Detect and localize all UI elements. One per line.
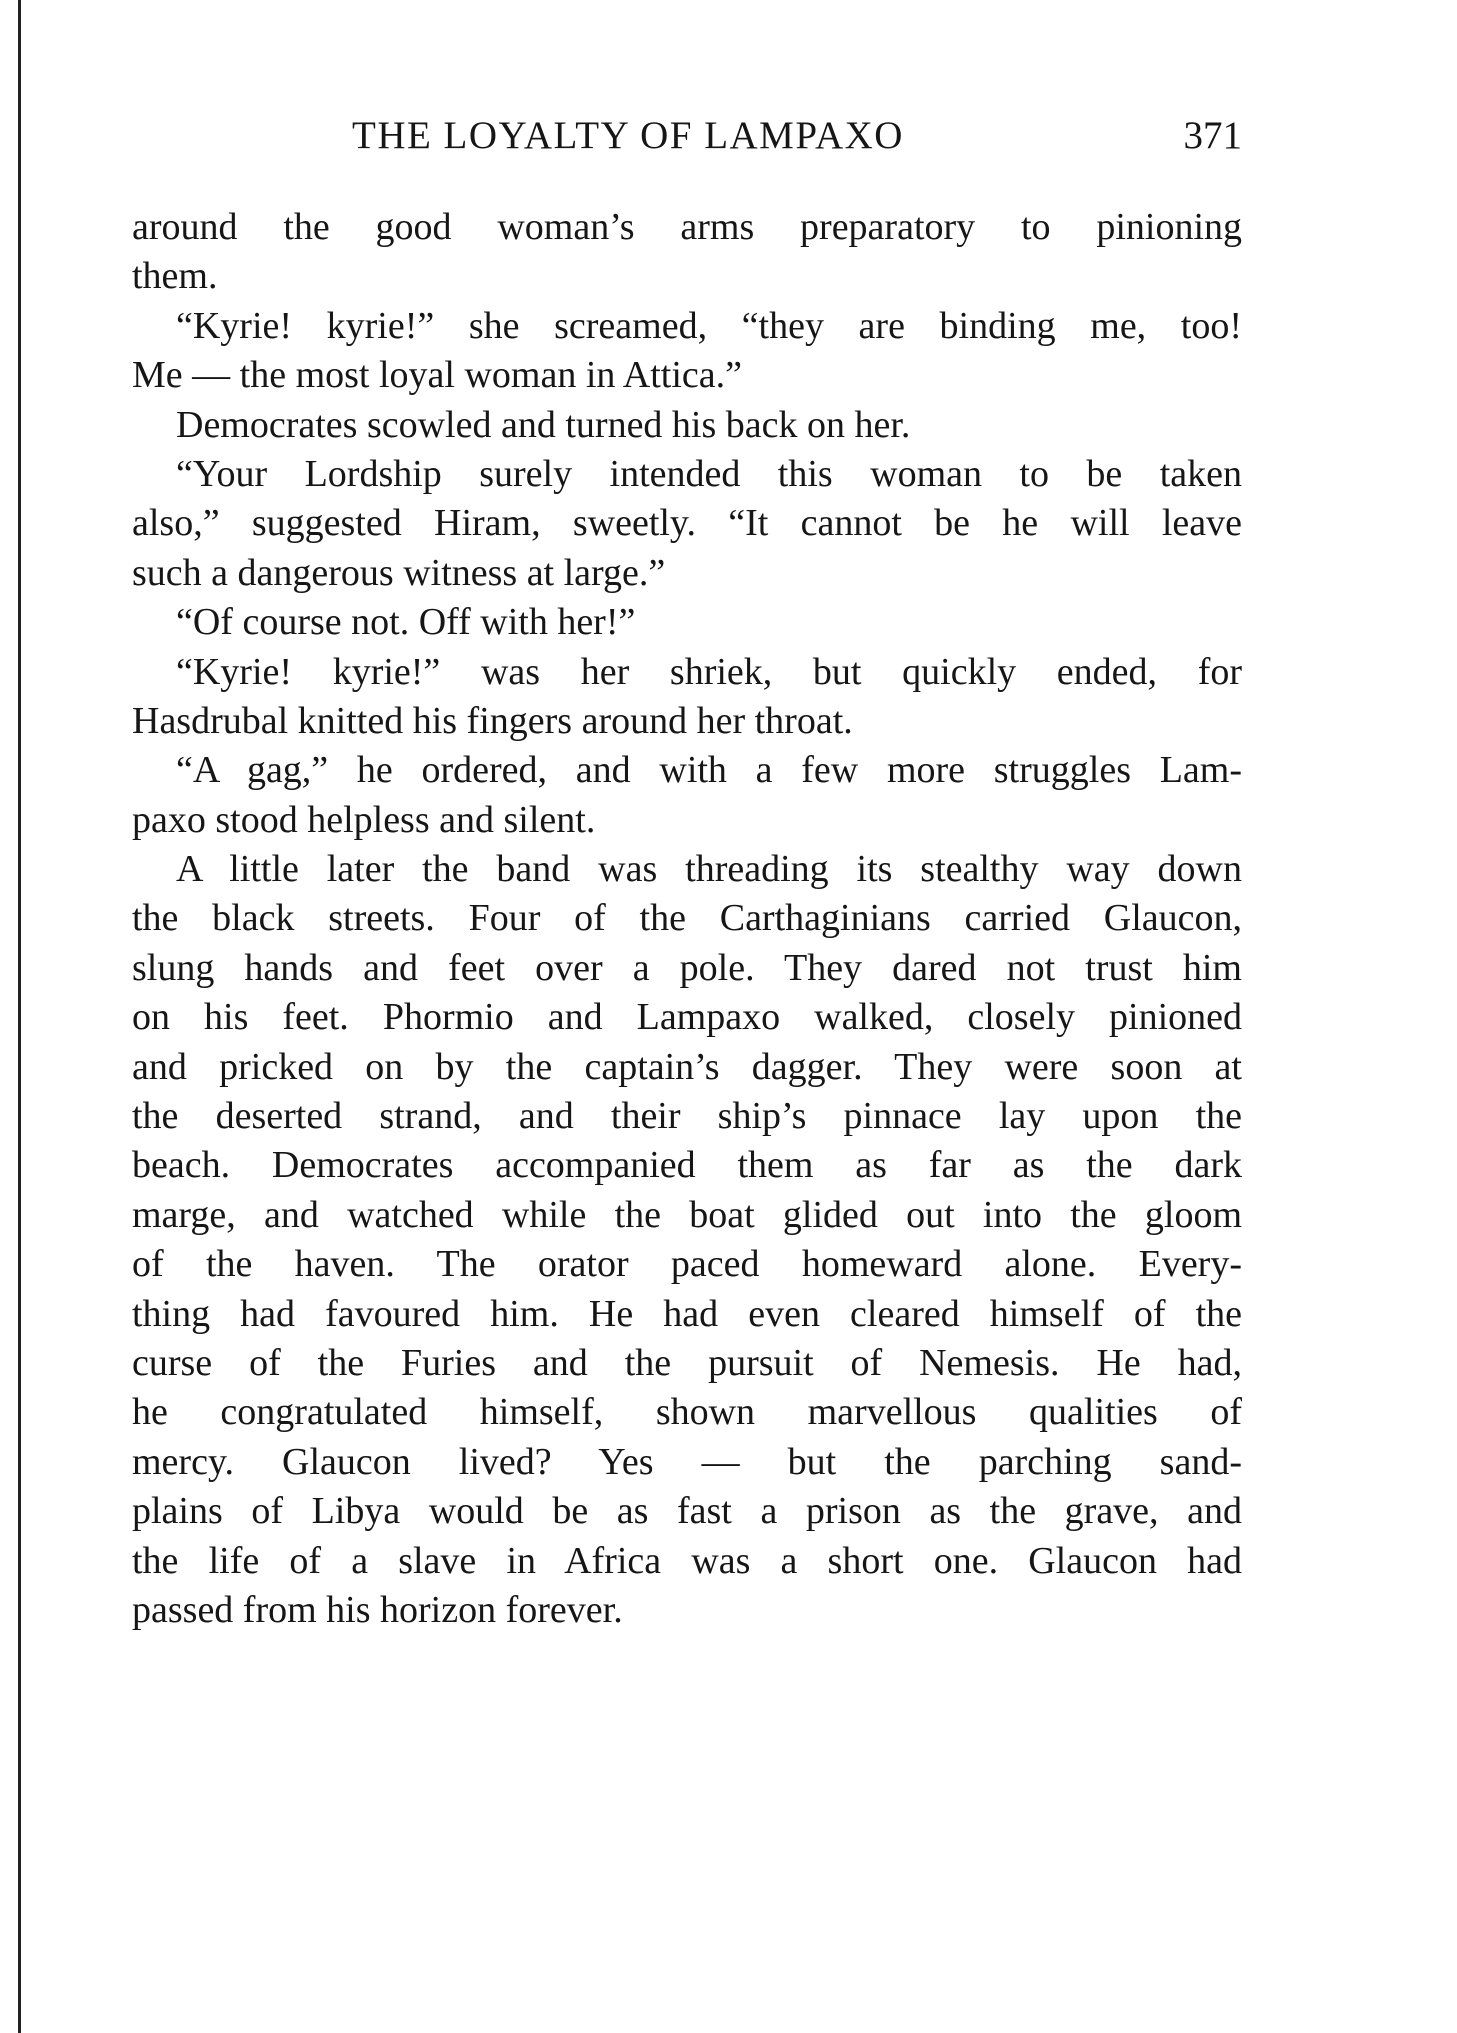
text-line: such a dangerous witness at large.” xyxy=(132,551,666,594)
text-line: them. xyxy=(132,255,218,298)
text-line: the life of a slave in Africa was a short one. Glaucon had xyxy=(132,1539,1242,1582)
page-header xyxy=(132,108,1242,164)
text-line: thing had favoured him. He had even cleared himself of the xyxy=(132,1292,1242,1335)
text-line: Me — the most loyal woman in Attica.” xyxy=(132,354,743,397)
body-text xyxy=(132,203,1242,1635)
text-line: the deserted strand, and their ship’s pinnace lay upon the xyxy=(132,1095,1242,1138)
text-line: “Kyrie! kyrie!” was her shriek, but quickly ended, for xyxy=(176,650,1242,693)
running-title: THE LOYALTY OF LAMPAXO xyxy=(352,114,904,157)
text-line: plains of Libya would be as fast a prison as the grave, and xyxy=(132,1490,1242,1533)
text-line: slung hands and feet over a pole. They dared not trust him xyxy=(132,946,1242,989)
text-line: on his feet. Phormio and Lampaxo walked, closely pinioned xyxy=(132,996,1242,1039)
page-binding-edge xyxy=(18,0,21,2033)
text-line: Democrates scowled and turned his back on her. xyxy=(176,403,911,446)
text-line: “A gag,” he ordered, and with a few more struggles Lam- xyxy=(176,749,1242,792)
text-line: “Of course not. Off with her!” xyxy=(176,601,636,644)
text-line: “Your Lordship surely intended this woman to be taken xyxy=(176,452,1242,495)
text-line: marge, and watched while the boat glided out into the gloom xyxy=(132,1193,1242,1236)
text-line: he congratulated himself, shown marvellous qualities of xyxy=(132,1391,1242,1434)
text-line: the black streets. Four of the Carthaginians carried Glaucon, xyxy=(132,897,1242,940)
text-line: passed from his horizon forever. xyxy=(132,1588,623,1631)
text-line: “Kyrie! kyrie!” she screamed, “they are binding me, too! xyxy=(176,304,1242,347)
text-line: and pricked on by the captain’s dagger. They were soon at xyxy=(132,1045,1242,1088)
page-number: 371 xyxy=(1183,114,1242,157)
text-line: curse of the Furies and the pursuit of Nemesis. He had, xyxy=(132,1341,1242,1384)
text-line: around the good woman’s arms preparatory to pinioning xyxy=(132,206,1242,248)
text-line: paxo stood helpless and silent. xyxy=(132,798,596,841)
text-line: beach. Democrates accompanied them as far as the dark xyxy=(132,1144,1242,1187)
text-line: mercy. Glaucon lived? Yes — but the parching sand- xyxy=(132,1440,1242,1483)
text-line: Hasdrubal knitted his fingers around her throat. xyxy=(132,699,853,742)
text-line: A little later the band was threading its stealthy way down xyxy=(176,848,1242,891)
text-line: also,” suggested Hiram, sweetly. “It cannot be he will leave xyxy=(132,502,1242,545)
text-line: of the haven. The orator paced homeward alone. Every- xyxy=(132,1243,1242,1286)
